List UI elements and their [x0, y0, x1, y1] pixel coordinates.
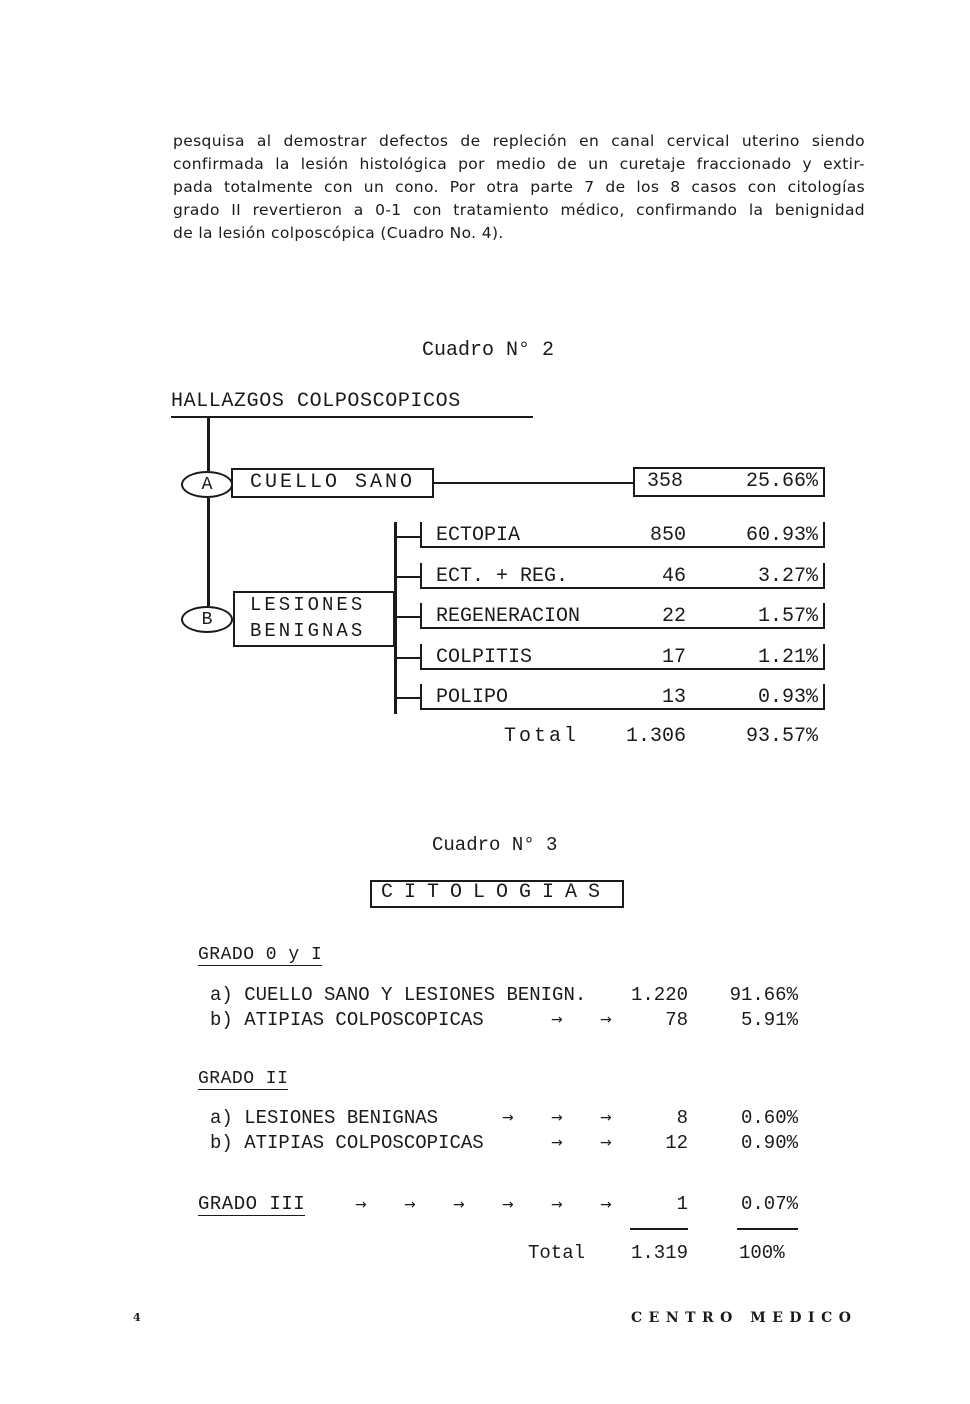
row-tick — [394, 576, 422, 578]
arrow-icon: → — [502, 1110, 514, 1126]
paragraph-line: de la lesión colposcópica (Cuadro No. 4). — [173, 224, 504, 242]
arrow-icon: → — [551, 1012, 563, 1028]
page-number: 4 — [133, 1311, 141, 1324]
row-right-edge — [823, 644, 825, 670]
total-label: Total — [504, 725, 580, 748]
row-tick — [394, 697, 422, 699]
arrow-icon: → — [502, 1197, 514, 1213]
grado2-heading: GRADO II — [198, 1069, 289, 1089]
marker-b: B — [181, 606, 233, 633]
cuello-sano-pct: 25.66% — [745, 470, 818, 493]
grado2-row-a-count: 8 — [676, 1107, 688, 1129]
row-right-edge — [823, 603, 825, 629]
tree-trunk-top — [207, 416, 210, 471]
row-count: 22 — [661, 605, 686, 628]
title-underline — [171, 416, 533, 418]
row-count: 46 — [661, 565, 686, 588]
arrow-icon: → — [404, 1197, 416, 1213]
row-pct: 60.93% — [745, 524, 818, 547]
sum-line — [737, 1228, 798, 1230]
grado2-row-a-pct: 0.60% — [740, 1107, 798, 1129]
row-right-edge — [823, 563, 825, 589]
connector-line — [434, 482, 635, 484]
row-count: 850 — [649, 524, 686, 547]
row-tick — [394, 657, 422, 659]
row-label: POLIPO — [436, 686, 509, 709]
grado1-row-a-pct: 91.66% — [729, 984, 798, 1006]
row-left-edge — [420, 603, 422, 629]
row-tick — [394, 536, 422, 538]
total-pct: 93.57% — [745, 725, 818, 748]
row-count: 13 — [661, 686, 686, 709]
paragraph-line: grado II revertieron a 0-1 con tratamiento médico, confirmando la benignidad — [173, 201, 865, 219]
arrow-icon: → — [551, 1197, 563, 1213]
paragraph-line: confirmada la lesión histológica por medio de un curetaje fraccionado y extir- — [173, 155, 865, 173]
row-left-edge — [420, 563, 422, 589]
row-label: REGENERACION — [436, 605, 581, 628]
grado3-heading: GRADO III — [198, 1193, 306, 1215]
grado2-row-b-pct: 0.90% — [740, 1132, 798, 1154]
tree-trunk-bottom — [207, 498, 210, 606]
grado1-row-b-label: b) ATIPIAS COLPOSCOPICAS — [210, 1009, 484, 1031]
marker-a: A — [181, 471, 233, 498]
row-pct: 1.21% — [757, 646, 818, 669]
citologias-total-label: Total — [528, 1242, 586, 1264]
row-left-edge — [420, 522, 422, 548]
paragraph-line: pesquisa al demostrar defectos de repleción en canal cervical uterino siendo — [173, 132, 865, 150]
arrow-icon: → — [600, 1135, 612, 1151]
grado1-row-b-count: 78 — [665, 1009, 688, 1031]
grado1-row-b-pct: 5.91% — [740, 1009, 798, 1031]
bracket-vertical — [394, 522, 397, 714]
row-left-edge — [420, 684, 422, 710]
row-pct: 1.57% — [757, 605, 818, 628]
body-paragraph — [173, 130, 865, 245]
citologias-title: CITOLOGIAS — [381, 881, 612, 904]
grado3-pct: 0.07% — [740, 1193, 798, 1215]
row-right-edge — [823, 684, 825, 710]
arrow-icon: → — [355, 1197, 367, 1213]
grado2-row-b-label: b) ATIPIAS COLPOSCOPICAS — [210, 1132, 484, 1154]
row-pct: 3.27% — [757, 565, 818, 588]
grado2-row-b-count: 12 — [665, 1132, 688, 1154]
grado1-row-a-label: a) CUELLO SANO Y LESIONES BENIGN. — [210, 984, 587, 1006]
grado1-heading: GRADO 0 y I — [198, 945, 323, 965]
arrow-icon: → — [551, 1135, 563, 1151]
citologias-total-pct: 100% — [739, 1242, 785, 1264]
cuadro3-caption: Cuadro N° 3 — [432, 834, 558, 856]
grado2-row-a-label: a) LESIONES BENIGNAS — [210, 1107, 439, 1129]
grado3-count: 1 — [676, 1193, 688, 1215]
arrow-icon: → — [551, 1110, 563, 1126]
row-label: COLPITIS — [436, 646, 533, 669]
cuello-sano-label: CUELLO SANO — [250, 471, 416, 494]
sum-line — [630, 1228, 688, 1230]
row-right-edge — [823, 522, 825, 548]
total-count: 1.306 — [625, 725, 686, 748]
row-tick — [394, 616, 422, 618]
arrow-icon: → — [453, 1197, 465, 1213]
cuadro2-caption: Cuadro N° 2 — [422, 339, 555, 362]
benignas-label: BENIGNAS — [250, 620, 366, 642]
citologias-total-count: 1.319 — [630, 1242, 688, 1264]
lesiones-label: LESIONES — [250, 594, 366, 616]
row-label: ECT. + REG. — [436, 565, 569, 588]
cuello-sano-count: 358 — [647, 470, 684, 493]
publication-name: CENTRO MEDICO — [631, 1310, 858, 1326]
row-label: ECTOPIA — [436, 524, 521, 547]
paragraph-line: pada totalmente con un cono. Por otra parte 7 de los 8 casos con citologías — [173, 178, 865, 196]
row-left-edge — [420, 644, 422, 670]
row-pct: 0.93% — [757, 686, 818, 709]
arrow-icon: → — [600, 1012, 612, 1028]
row-count: 17 — [661, 646, 686, 669]
arrow-icon: → — [600, 1110, 612, 1126]
arrow-icon: → — [600, 1197, 612, 1213]
cuadro2-title: HALLAZGOS COLPOSCOPICOS — [171, 390, 461, 413]
grado1-row-a-count: 1.220 — [630, 984, 688, 1006]
